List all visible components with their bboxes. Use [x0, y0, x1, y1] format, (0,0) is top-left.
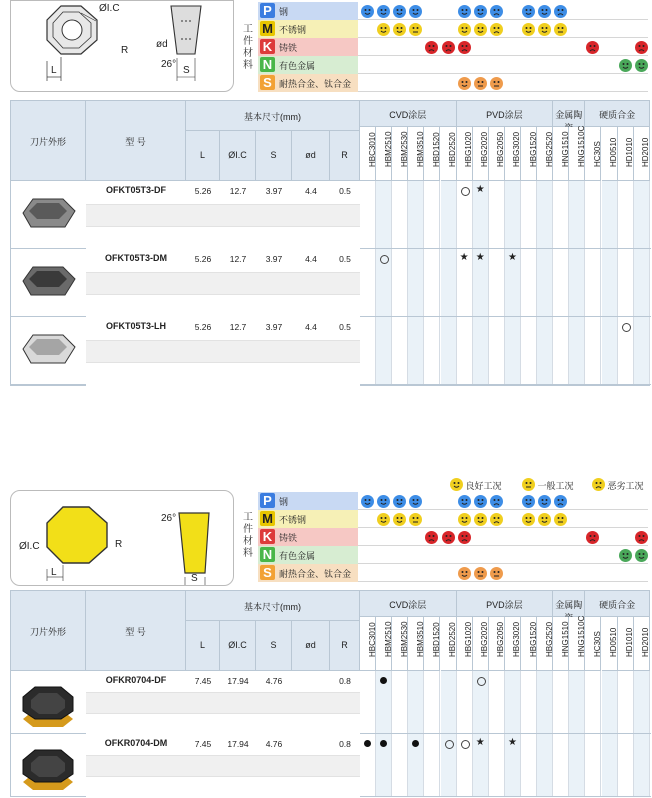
material-grid: [358, 56, 648, 74]
frown-face-icon: [490, 5, 503, 18]
row-subline: [86, 713, 360, 735]
dim-value-S: 4.76: [265, 739, 283, 749]
material-grid: [358, 528, 648, 546]
header-dim-L: L: [186, 621, 220, 671]
dot-mark: [380, 677, 387, 684]
smile-face-icon: [538, 23, 551, 36]
material-badge: M: [260, 511, 275, 526]
circle-mark: [380, 255, 389, 264]
legend-good-label: 良好工况: [465, 481, 502, 491]
dot-mark: [412, 740, 419, 747]
row-subline: [86, 692, 360, 714]
smile-face-icon: [393, 513, 406, 526]
legend-normal: [522, 476, 574, 492]
smile-face-icon: [361, 495, 374, 508]
smile-face-icon: [450, 478, 463, 491]
material-name: 有色金属: [279, 61, 316, 71]
insert-image: [19, 193, 79, 238]
frown-face-icon: [490, 23, 503, 36]
material-name: 耐热合金、钛合金: [279, 569, 352, 579]
neutral-face-icon: [474, 77, 487, 90]
circle-mark: [461, 187, 470, 196]
header-grade: HBG1520: [521, 617, 537, 671]
dim-value-IC: 12.7: [229, 322, 247, 332]
header-grade: HBG3020: [505, 127, 521, 181]
row-subline: [86, 272, 360, 296]
frown-face-icon: [592, 478, 605, 491]
model-code: OFKR0704-DF: [105, 675, 167, 685]
header-grade: HBG2020: [473, 127, 489, 181]
header-group: CVD涂层: [360, 591, 457, 617]
material-name: 不锈钢: [279, 515, 307, 525]
neutral-face-icon: [490, 567, 503, 580]
legend-good: [450, 476, 502, 492]
smile-face-icon: [522, 5, 535, 18]
material-row-K: [258, 528, 648, 546]
neutral-face-icon: [409, 513, 422, 526]
frown-face-icon: [442, 531, 455, 544]
header-dim-d: ød: [292, 621, 330, 671]
dim-value-L: 5.26: [194, 254, 212, 264]
neutral-face-icon: [409, 23, 422, 36]
legend-normal-label: 一般工况: [537, 481, 574, 491]
smile-face-icon: [393, 5, 406, 18]
material-name: 有色金属: [279, 551, 316, 561]
workmat-label: 工件材料: [243, 512, 253, 559]
dim-value-IC: 12.7: [229, 254, 247, 264]
octagon-yellow-drawing: [11, 491, 235, 587]
frown-face-icon: [425, 41, 438, 54]
legend-bad: [592, 476, 644, 492]
header-grade: HBG2050: [489, 127, 505, 181]
table-row: [11, 317, 651, 385]
insert-drawing-ofkt: [10, 0, 234, 92]
workmat-label: 工件材料: [243, 24, 253, 71]
material-name: 耐热合金、钛合金: [279, 79, 352, 89]
dim-angle-label: 26°: [161, 513, 177, 524]
frown-face-icon: [554, 5, 567, 18]
model-code: OFKT05T3-DM: [104, 253, 167, 263]
smile-face-icon: [458, 567, 471, 580]
header-grade: HBM3510: [408, 127, 424, 181]
smile-face-icon: [458, 77, 471, 90]
header-grade: HBG2520: [537, 617, 553, 671]
row-subline: [86, 755, 360, 777]
dim-value-L: 5.26: [194, 322, 212, 332]
material-badge: S: [260, 75, 275, 90]
smile-face-icon: [522, 23, 535, 36]
header-grade: HC30S: [585, 127, 601, 181]
dim-value-S: 3.97: [265, 254, 283, 264]
header-grade: HBM3510: [408, 617, 424, 671]
smile-face-icon: [474, 513, 487, 526]
material-row-P: [258, 2, 648, 20]
smile-face-icon: [458, 495, 471, 508]
dim-value-R: 0.8: [339, 676, 351, 686]
model-code: OFKT05T3-LH: [105, 321, 166, 331]
table-row: [11, 734, 651, 797]
dim-ic-label: ØI.C: [99, 3, 120, 14]
circle-mark: [477, 677, 486, 686]
header-grade: HC30S: [585, 617, 601, 671]
dim-value-d: 4.4: [305, 254, 317, 264]
model-code: OFKT05T3-DF: [105, 185, 166, 195]
header-grade: HD0510: [602, 617, 618, 671]
header-grade: HBG2050: [489, 617, 505, 671]
star-mark: ★: [459, 252, 469, 263]
table-row: [11, 181, 651, 249]
smile-face-icon: [377, 513, 390, 526]
header-dim-R: R: [330, 621, 360, 671]
star-mark: ★: [507, 252, 517, 263]
smile-face-icon: [377, 23, 390, 36]
dim-value-S: 3.97: [265, 186, 283, 196]
material-row-M: [258, 20, 648, 38]
dim-s-label: S: [183, 65, 190, 76]
header-grade: HBG2520: [537, 127, 553, 181]
dim-l-label: L: [51, 567, 57, 578]
dim-value-L: 5.26: [194, 186, 212, 196]
material-badge: P: [260, 493, 275, 508]
header-shape: 刀片外形: [11, 101, 86, 181]
header-dim-d: ød: [292, 131, 330, 181]
insert-drawing-ofkr: [10, 490, 234, 586]
star-mark: ★: [475, 252, 485, 263]
header-dim-S: S: [256, 131, 292, 181]
dim-value-R: 0.8: [339, 739, 351, 749]
smile-face-icon: [458, 513, 471, 526]
smile-face-icon: [538, 5, 551, 18]
header-dim-L: L: [186, 131, 220, 181]
material-grid: [358, 2, 648, 20]
material-row-N: [258, 56, 648, 74]
smile-face-icon: [409, 5, 422, 18]
material-badge: K: [260, 39, 275, 54]
header-group: 硬质合金: [585, 591, 649, 617]
frown-face-icon: [490, 513, 503, 526]
smile-face-icon: [474, 5, 487, 18]
material-name: 铸铁: [279, 533, 298, 543]
header-grade: HBD2520: [441, 127, 457, 181]
row-subline: [86, 362, 360, 386]
header-grade: HBG2020: [473, 617, 489, 671]
frown-face-icon: [458, 531, 471, 544]
neutral-face-icon: [474, 567, 487, 580]
header-grade: HD2010: [634, 127, 650, 181]
dim-r-label: R: [121, 45, 129, 56]
frown-face-icon: [554, 495, 567, 508]
material-grid: [358, 74, 648, 92]
panel-ofkr: [0, 470, 652, 797]
frown-face-icon: [635, 41, 648, 54]
smile-face-icon: [635, 549, 648, 562]
dim-angle-label: 26°: [161, 59, 177, 70]
smile-face-icon: [361, 5, 374, 18]
material-badge: M: [260, 21, 275, 36]
material-name: 铸铁: [279, 43, 298, 53]
material-badge: S: [260, 565, 275, 580]
material-name: 钢: [279, 497, 289, 507]
header-grade: HNG1510: [553, 617, 569, 671]
panel-ofkt: [0, 0, 652, 392]
header-grade: HBC3010: [360, 127, 376, 181]
dim-l-label: L: [51, 65, 57, 76]
header-grade: HBG3020: [505, 617, 521, 671]
material-badge: P: [260, 3, 275, 18]
grade-table-ofkt: [10, 100, 650, 386]
header-dims: 基本尺寸(mm): [186, 591, 360, 621]
header-dim-IC: ØI.C: [220, 621, 256, 671]
material-grid: [358, 492, 648, 510]
header-dim-S: S: [256, 621, 292, 671]
header-grade: HD1010: [618, 127, 634, 181]
frown-face-icon: [490, 495, 503, 508]
insert-image: [19, 329, 79, 374]
material-row-S: [258, 74, 648, 92]
legend-bad-label: 恶劣工况: [607, 481, 644, 491]
dim-value-S: 3.97: [265, 322, 283, 332]
header-group: PVD涂层: [457, 591, 554, 617]
material-badge: N: [260, 57, 275, 72]
header-grade: HNG1510: [553, 127, 569, 181]
header-grade: HBM2510: [376, 617, 392, 671]
neutral-face-icon: [554, 23, 567, 36]
header-shape: 刀片外形: [11, 591, 86, 671]
insert-image: [19, 744, 79, 797]
header-grade: HBD2520: [441, 617, 457, 671]
material-grid: [358, 546, 648, 564]
header-model: 型 号: [86, 591, 186, 671]
star-mark: ★: [475, 737, 485, 748]
smile-face-icon: [458, 23, 471, 36]
grade-table-ofkr: [10, 590, 650, 797]
dim-value-L: 7.45: [194, 676, 212, 686]
dim-value-S: 4.76: [265, 676, 283, 686]
header-dims: 基本尺寸(mm): [186, 101, 360, 131]
header-grade: HNG1510C: [569, 127, 585, 181]
dim-value-IC: 12.7: [229, 186, 247, 196]
insert-image: [19, 261, 79, 306]
dim-value-d: 4.4: [305, 186, 317, 196]
circle-mark: [622, 323, 631, 332]
dim-r-label: R: [115, 539, 123, 550]
header-group: PVD涂层: [457, 101, 554, 127]
smile-face-icon: [377, 5, 390, 18]
material-row-S: [258, 564, 648, 582]
material-grid: [358, 510, 648, 528]
table-row: [11, 671, 651, 734]
smile-face-icon: [409, 495, 422, 508]
header-grade: HBM2510: [376, 127, 392, 181]
smile-face-icon: [377, 495, 390, 508]
material-badge: N: [260, 547, 275, 562]
dim-s-label: S: [191, 573, 198, 584]
dim-ic-label: ØI.C: [19, 541, 40, 552]
header-group: 硬质合金: [585, 101, 649, 127]
smile-face-icon: [619, 549, 632, 562]
material-row-P: [258, 492, 648, 510]
material-name: 钢: [279, 7, 289, 17]
header-model: 型 号: [86, 101, 186, 181]
header-grade: HD0510: [602, 127, 618, 181]
header-grade: HNG1510C: [569, 617, 585, 671]
header-grade: HBM2530: [392, 617, 408, 671]
model-code: OFKR0704-DM: [104, 738, 168, 748]
material-row-N: [258, 546, 648, 564]
dim-value-d: 4.4: [305, 322, 317, 332]
frown-face-icon: [635, 531, 648, 544]
dim-value-IC: 17.94: [227, 676, 249, 686]
smile-face-icon: [393, 23, 406, 36]
smile-face-icon: [619, 59, 632, 72]
neutral-face-icon: [490, 77, 503, 90]
insert-image: [19, 681, 79, 734]
material-grid: [358, 20, 648, 38]
header-group: CVD涂层: [360, 101, 457, 127]
row-subline: [86, 776, 360, 798]
material-grid: [358, 38, 648, 56]
header-grade: HBG1520: [521, 127, 537, 181]
dot-mark: [380, 740, 387, 747]
row-subline: [86, 226, 360, 250]
star-mark: ★: [507, 737, 517, 748]
frown-face-icon: [586, 41, 599, 54]
material-row-M: [258, 510, 648, 528]
smile-face-icon: [635, 59, 648, 72]
dim-value-R: 0.5: [339, 322, 351, 332]
header-grade: HBD1520: [424, 617, 440, 671]
smile-face-icon: [393, 495, 406, 508]
row-subline: [86, 294, 360, 318]
frown-face-icon: [442, 41, 455, 54]
row-subline: [86, 340, 360, 364]
header-grade: HD1010: [618, 617, 634, 671]
header-grade: HBG1020: [457, 617, 473, 671]
neutral-face-icon: [522, 478, 535, 491]
header-grade: HBM2530: [392, 127, 408, 181]
dim-value-L: 7.45: [194, 739, 212, 749]
header-grade: HD2010: [634, 617, 650, 671]
header-dim-R: R: [330, 131, 360, 181]
smile-face-icon: [522, 513, 535, 526]
header-group: 金属陶: [553, 591, 585, 617]
smile-face-icon: [538, 495, 551, 508]
star-mark: ★: [475, 184, 485, 195]
circle-mark: [461, 740, 470, 749]
material-row-K: [258, 38, 648, 56]
smile-face-icon: [538, 513, 551, 526]
smile-face-icon: [474, 23, 487, 36]
dim-value-R: 0.5: [339, 186, 351, 196]
row-subline: [86, 204, 360, 228]
smile-face-icon: [522, 495, 535, 508]
header-grade: HBG1020: [457, 127, 473, 181]
circle-mark: [445, 740, 454, 749]
header-group: 金属陶: [553, 101, 585, 127]
smile-face-icon: [458, 5, 471, 18]
frown-face-icon: [458, 41, 471, 54]
material-name: 不锈钢: [279, 25, 307, 35]
header-grade: HBC3010: [360, 617, 376, 671]
dim-d-label: ød: [156, 39, 168, 50]
dim-value-R: 0.5: [339, 254, 351, 264]
dim-value-IC: 17.94: [227, 739, 249, 749]
header-grade: HBD1520: [424, 127, 440, 181]
material-grid: [358, 564, 648, 582]
table-row: [11, 249, 651, 317]
material-badge: K: [260, 529, 275, 544]
frown-face-icon: [425, 531, 438, 544]
neutral-face-icon: [554, 513, 567, 526]
header-dim-IC: ØI.C: [220, 131, 256, 181]
frown-face-icon: [586, 531, 599, 544]
dot-mark: [364, 740, 371, 747]
smile-face-icon: [474, 495, 487, 508]
